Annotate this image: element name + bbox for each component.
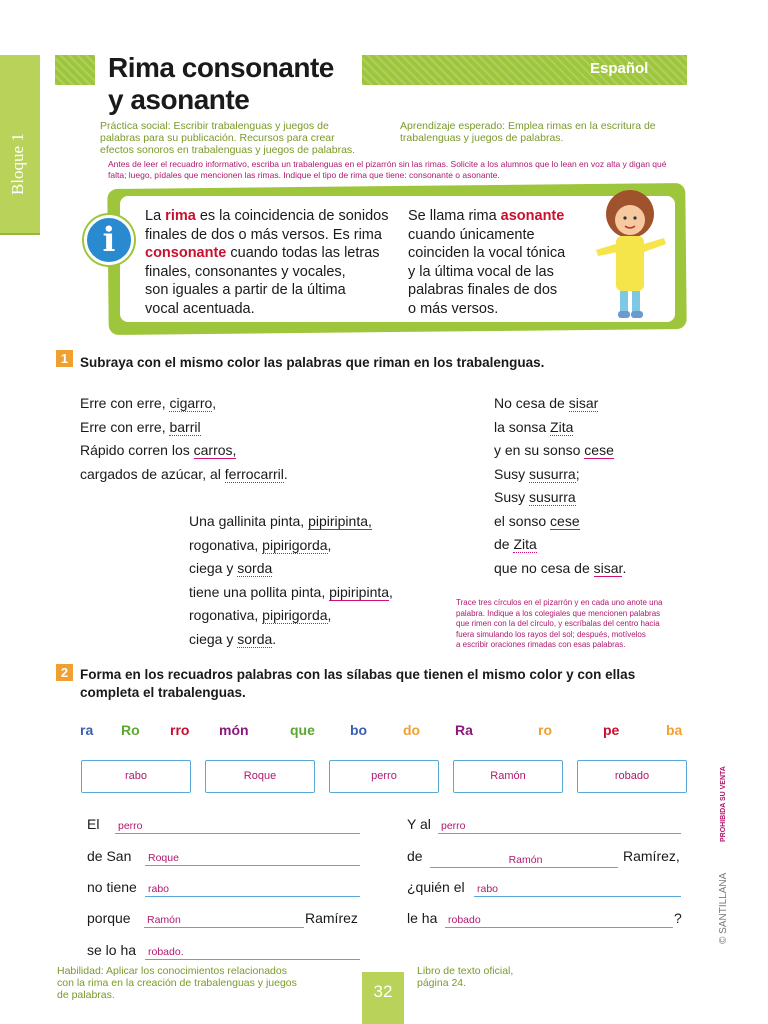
practica-line: Práctica social: Escribir trabalenguas y juegos de: [100, 120, 329, 132]
page-title: [108, 52, 334, 116]
poem-line: de Zita: [494, 536, 537, 552]
poem-sisar: [494, 392, 626, 580]
activity-1-instruction: Subraya con el mismo color las palabras que riman en los trabalenguas.: [80, 355, 545, 370]
info-right-line: cuando únicamente: [408, 226, 535, 243]
fill-blank[interactable]: Roque: [145, 846, 360, 866]
poem-line: tiene una pollita pinta, pipiripinta,: [189, 583, 393, 600]
info-right-line: palabras finales de dos: [408, 282, 558, 298]
syllable: ra: [80, 722, 94, 738]
fill-blank[interactable]: rabo: [145, 877, 360, 897]
poem-line: Una gallinita pinta, pipiripinta,: [189, 513, 372, 529]
info-right-line: o más versos.: [408, 300, 499, 317]
fill-label-after: ?: [674, 910, 682, 926]
teacher-note-1: [108, 159, 688, 181]
info-icon: i: [84, 215, 134, 265]
syllable: rro: [170, 722, 190, 738]
brand-label: © SANTILLANA: [718, 872, 729, 944]
fill-blank[interactable]: Ramón: [430, 848, 618, 868]
aprendizaje-esperado: [400, 120, 690, 144]
poem-line: la sonsa Zita: [494, 418, 574, 435]
habilidad-line: de palabras.: [57, 989, 115, 1001]
fill-label: se lo ha: [87, 942, 137, 958]
header-left-block: [55, 55, 95, 85]
word-box[interactable]: robado: [577, 760, 687, 793]
teacher-note-line: palabra. Indique a los colegiales que mencionen palabras: [456, 608, 661, 618]
syllable: do: [403, 722, 421, 738]
poem-line: No cesa de sisar: [494, 395, 599, 411]
fill-label: le ha: [407, 910, 438, 926]
info-left-line: consonante cuando todas las letras: [145, 245, 380, 261]
bloque-tab: [0, 55, 40, 235]
practica-line: efectos sonoros en trabalenguas y juegos de palabras.: [100, 144, 356, 156]
syllable: bo: [350, 722, 368, 738]
fill-blank[interactable]: rabo: [474, 877, 681, 897]
poem-line: que no cesa de sisar.: [494, 559, 627, 576]
activity-1-number: 1: [56, 350, 73, 367]
fill-blank[interactable]: robado.: [145, 940, 360, 960]
fill-label-after: Ramírez: [305, 910, 358, 926]
word-box[interactable]: Roque: [205, 760, 315, 793]
info-left-text: [145, 207, 400, 318]
fill-blank[interactable]: perro: [438, 814, 681, 834]
libro-line: página 24.: [417, 977, 467, 989]
aprendizaje-line: Aprendizaje esperado: Emplea rimas en la escritura de: [400, 120, 656, 132]
info-left-line: son iguales a partir de la última: [145, 282, 346, 298]
syllable: que: [290, 722, 315, 738]
fill-label: El: [87, 816, 100, 832]
habilidad-line: Habilidad: Aplicar los conocimientos relacionados: [57, 965, 287, 977]
poem-cigarro: [80, 392, 288, 486]
teacher-note-line: a escribir oraciones rimadas con esas palabras.: [456, 640, 626, 649]
activity-2-instruction: [80, 666, 635, 702]
poem-line: y en su sonso cese: [494, 442, 614, 458]
libro-text: [417, 965, 577, 989]
teacher-note-line: Trace tres círculos en el pizarrón y en cada uno anote una: [456, 598, 663, 607]
practica-social: [100, 120, 380, 156]
poem-line: Susy susurra: [494, 489, 576, 505]
poem-line: Susy susurra;: [494, 465, 580, 482]
fill-label-after: Ramírez,: [623, 848, 680, 864]
poem-line: Erre con erre, barril: [80, 418, 201, 435]
instruction-line: completa el trabalenguas.: [80, 685, 246, 700]
poem-line: el sonso cese: [494, 512, 580, 529]
libro-line: Libro de texto oficial,: [417, 965, 514, 977]
page-number: 32: [362, 972, 404, 1024]
fill-blank[interactable]: Ramón: [144, 908, 304, 928]
fill-label: de: [407, 848, 423, 864]
info-right-line: coinciden la vocal tónica: [408, 245, 566, 261]
title-line-2: y asonante: [108, 84, 250, 115]
syllable: ro: [538, 722, 552, 738]
teacher-note-line: Antes de leer el recuadro informativo, escriba un trabalenguas en el pizarrón sin las rimas. Solicite a los alumnos que lo lean en voz alta y digan qué: [108, 159, 667, 169]
info-left-line: vocal acentuada.: [145, 300, 255, 317]
subject-label: Español: [590, 60, 649, 77]
syllable: pe: [603, 722, 620, 738]
syllable: ba: [666, 722, 683, 738]
fill-label: porque: [87, 910, 131, 926]
girl-illustration: [590, 186, 670, 336]
word-box[interactable]: perro: [329, 760, 439, 793]
info-left-line: finales, consonantes y vocales,: [145, 263, 346, 280]
syllable: món: [219, 722, 249, 738]
syllable: Ro: [121, 722, 140, 738]
fill-label: Y al: [407, 816, 431, 832]
practica-line: palabras para su publicación. Recursos para crear: [100, 132, 335, 144]
title-line-1: Rima consonante: [108, 52, 334, 83]
fill-label: ¿quién el: [407, 879, 465, 895]
syllable: Ra: [455, 722, 473, 738]
info-left-line: finales de dos o más versos. Es rima: [145, 226, 382, 243]
info-right-line: y la última vocal de las: [408, 263, 554, 280]
teacher-note-line: que rimen con la del círculo, y escríbalas del centro hacia: [456, 619, 660, 628]
word-box[interactable]: Ramón: [453, 760, 563, 793]
poem-line: ciega y sorda: [189, 560, 273, 576]
habilidad-line: con la rima en la creación de trabalenguas y juegos: [57, 977, 297, 989]
poem-line: cargados de azúcar, al ferrocarril.: [80, 465, 288, 482]
teacher-note-line: fuera simulando los rayos del sol; después, motívelos: [456, 629, 646, 639]
poem-line: Erre con erre, cigarro,: [80, 395, 217, 411]
poem-gallinita: [189, 510, 393, 651]
fill-blank[interactable]: perro: [115, 814, 360, 834]
fill-blank[interactable]: robado: [445, 908, 673, 928]
poem-line: Rápido corren los carros,: [80, 442, 237, 458]
bloque-label: Bloque 1: [8, 133, 27, 195]
word-box[interactable]: rabo: [81, 760, 191, 793]
fill-label: de San: [87, 848, 132, 864]
teacher-note-line: falta; luego, pídales que mencionen las rimas. Indique el tipo de rima que tiene: consonante o asonante.: [108, 170, 500, 180]
prohibida-label: PROHIBIDA SU VENTA: [720, 766, 727, 842]
info-right-line: Se llama rima asonante: [408, 208, 565, 224]
info-left-line: La rima es la coincidencia de sonidos: [145, 208, 389, 224]
fill-label: no tiene: [87, 879, 137, 895]
teacher-note-2: [456, 598, 686, 651]
instruction-line: Forma en los recuadros palabras con las sílabas que tienen el mismo color y con ellas: [80, 667, 636, 682]
syllable-row: [80, 722, 688, 742]
poem-line: ciega y sorda.: [189, 630, 277, 647]
activity-2-number: 2: [56, 664, 73, 681]
poem-line: rogonativa, pipirigorda,: [189, 607, 332, 623]
aprendizaje-line: trabalenguas y juegos de palabras.: [400, 132, 564, 144]
info-right-text: [408, 207, 593, 318]
habilidad-text: [57, 965, 347, 1001]
poem-line: rogonativa, pipirigorda,: [189, 536, 332, 553]
